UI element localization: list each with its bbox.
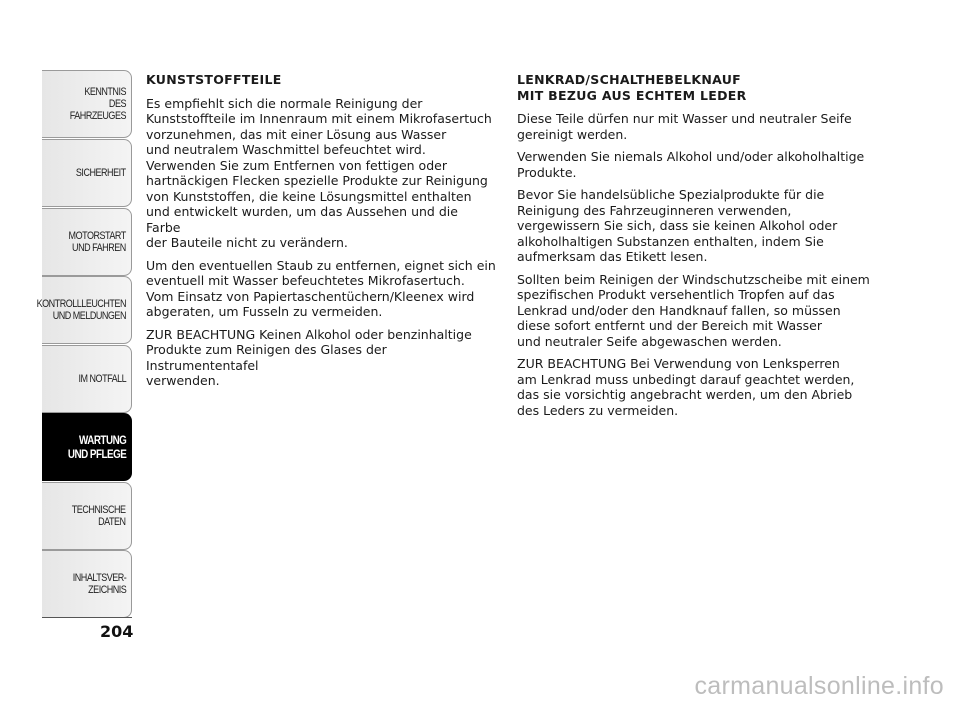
paragraph: Diese Teile dürfen nur mit Wasser und neutraler Seife gereinigt werden. [517, 111, 852, 142]
tab-label: WARTUNG UND PFLEGE [67, 433, 126, 461]
tab-label: KONTROLLLEUCHTEN UND MELDUNGEN [36, 298, 126, 322]
tab-label: TECHNISCHE DATEN [72, 504, 126, 528]
tab-wartung-und-pflege[interactable] [42, 413, 132, 481]
tab-im-notfall[interactable] [42, 345, 132, 413]
paragraph: Sollten beim Reinigen der Windschutzscheibe mit einem spezifischen Produkt versehentlich Tropfen auf das Lenkrad und/oder den Handknauf fallen, so müssen diese sofort entfernt und der Bereich mit Wasser und neutraler Seife abgewaschen werden. [517, 271, 870, 349]
tab-kenntnis-des-fahrzeuges[interactable] [42, 70, 132, 138]
tab-label: IM NOTFALL [78, 373, 126, 385]
sidebar-divider [42, 617, 132, 618]
page-number: 204 [100, 622, 134, 641]
left-column [146, 72, 496, 396]
paragraph: Verwenden Sie niemals Alkohol und/oder alkoholhaltige Produkte. [517, 149, 865, 180]
paragraph: Bevor Sie handelsübliche Spezialprodukte für die Reinigung des Fahrzeuginneren verwenden, vergewissern Sie sich, dass sie keinen Alkohol oder alkoholhaltigen Substanzen enthalten, indem Sie aufmerksam das Etikett lesen. [517, 187, 838, 264]
section-heading-kunststoffteile: KUNSTSTOFFTEILE [146, 72, 282, 87]
tab-inhaltsverzeichnis[interactable] [42, 550, 132, 618]
tab-label: SICHERHEIT [76, 167, 126, 179]
paragraph: ZUR BEACHTUNG Bei Verwendung von Lenksperren am Lenkrad muss unbedingt darauf geachtet werden, das sie vorsichtig angebracht werden, um den Abrieb des Leders zu vermeiden. [517, 356, 855, 418]
tab-label: INHALTSVER- ZEICHNIS [72, 572, 126, 596]
section-heading-lenkrad: LENKRAD/SCHALTHEBELKNAUF MIT BEZUG AUS ECHTEM LEDER [517, 72, 747, 103]
tab-sicherheit[interactable] [42, 139, 132, 207]
watermark-text: carmanualsonline.info [694, 672, 944, 700]
tab-label: KENNTNIS DES FAHRZEUGES [69, 86, 126, 122]
tab-technische-daten[interactable] [42, 482, 132, 550]
paragraph: Um den eventuellen Staub zu entfernen, eignet sich ein eventuell mit Wasser befeuchtetes Mikrofasertuch. Vom Einsatz von Papiertaschentüchern/Kleenex wird abgeraten, um Fusseln zu vermeiden. [146, 257, 496, 319]
paragraph: Es empfiehlt sich die normale Reinigung der Kunststoffteile im Innenraum mit einem Mikrofasertuch vorzunehmen, das mit einer Lösung aus Wasser und neutralem Waschmittel befeuchtet wird. Verwenden Sie zum Entfernen von fettigen oder hartnäckigen Flecken spezielle Produkte zur Reinigung von Kunststoffen, die keine Lösungsmittel enthalten und entwickelt wurden, um das Aussehen und die Farbe der Bauteile nicht zu verändern. [146, 95, 492, 250]
tab-label: MOTORSTART UND FAHREN [68, 230, 126, 254]
tab-kontrollleuchten-und-meldungen[interactable] [36, 276, 132, 344]
tab-motorstart-und-fahren[interactable] [42, 208, 132, 276]
right-column [517, 72, 877, 425]
paragraph: ZUR BEACHTUNG Keinen Alkohol oder benzinhaltige Produkte zum Reinigen des Glases der Instrumententafel verwenden. [146, 326, 472, 388]
